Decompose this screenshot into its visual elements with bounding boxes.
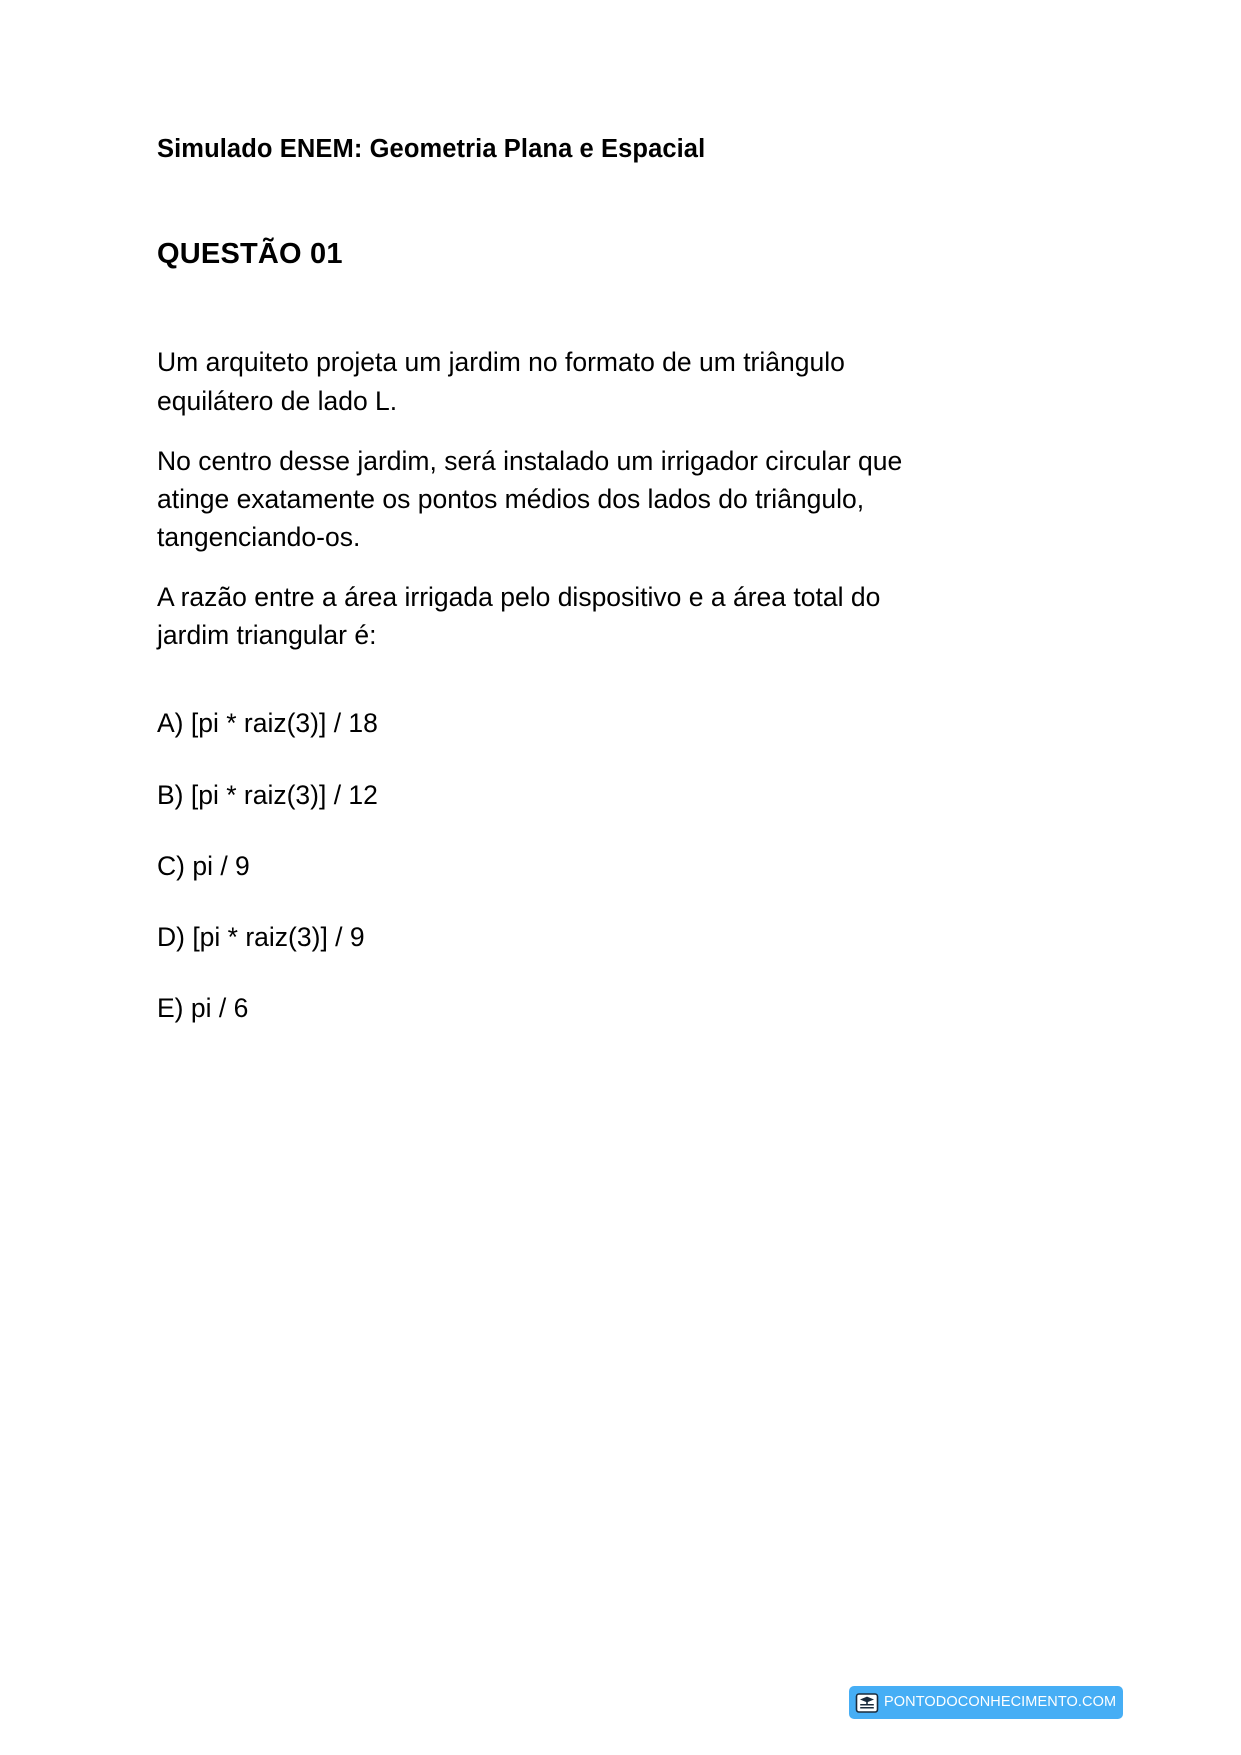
answer-option-c[interactable]: C) pi / 9 <box>157 850 250 881</box>
site-watermark-label: PONTODOCONHECIMENTO.COM <box>884 1694 1117 1711</box>
answer-option-d[interactable]: D) [pi * raiz(3)] / 9 <box>157 921 365 952</box>
statement-paragraph-1: Um arquiteto projeta um jardim no formato de um triângulo equilátero de lado L. <box>157 347 845 416</box>
answer-option-b[interactable]: B) [pi * raiz(3)] / 12 <box>157 779 378 810</box>
answer-options-list <box>157 654 987 1027</box>
document-content <box>157 0 987 1027</box>
statement-paragraph-2: No centro desse jardim, será instalado um irrigador circular que atinge exatamente os pontos médios dos lados do triângulo, tangenciando-os. <box>157 445 903 553</box>
answer-option-e[interactable]: E) pi / 6 <box>157 993 249 1024</box>
site-watermark-badge[interactable] <box>849 1686 1123 1719</box>
statement-paragraph-3: A razão entre a área irrigada pelo dispositivo e a área total do jardim triangular é: <box>157 582 881 651</box>
book-logo-icon <box>855 1691 879 1715</box>
page-title: Simulado ENEM: Geometria Plana e Espacial <box>157 135 706 163</box>
answer-option-a[interactable]: A) [pi * raiz(3)] / 18 <box>157 708 378 739</box>
question-heading: QUESTÃO 01 <box>157 237 343 270</box>
question-statement <box>157 271 987 654</box>
